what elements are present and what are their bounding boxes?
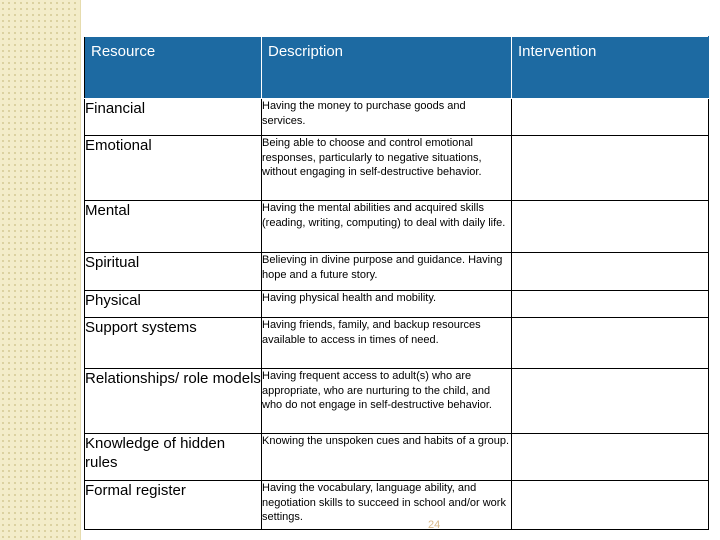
- table-header-row: [85, 37, 709, 99]
- table-row: [85, 253, 709, 291]
- resource-cell: Financial: [85, 99, 262, 136]
- page-number: 24: [428, 519, 441, 531]
- description-cell: Being able to choose and control emotional responses, particularly to negative situations, without engaging in self-destructive behavior.: [262, 136, 512, 201]
- intervention-cell[interactable]: [512, 318, 709, 369]
- description-cell: Knowing the unspoken cues and habits of a group.: [262, 434, 512, 481]
- resource-cell: Support systems: [85, 318, 262, 369]
- table-row: [85, 99, 709, 136]
- intervention-cell[interactable]: [512, 434, 709, 481]
- header-description: Description: [262, 37, 512, 99]
- description-cell: Having the mental abilities and acquired skills (reading, writing, computing) to deal with daily life.: [262, 201, 512, 253]
- description-cell: Having physical health and mobility.: [262, 291, 512, 318]
- intervention-cell[interactable]: [512, 481, 709, 530]
- intervention-cell[interactable]: [512, 253, 709, 291]
- intervention-cell[interactable]: [512, 201, 709, 253]
- resource-cell: Mental: [85, 201, 262, 253]
- table-row: [85, 369, 709, 434]
- description-cell: Having the money to purchase goods and services.: [262, 99, 512, 136]
- description-cell: Having frequent access to adult(s) who are appropriate, who are nurturing to the child, and who do not engage in self-destructive behavior.: [262, 369, 512, 434]
- header-intervention: Intervention: [512, 37, 709, 99]
- description-cell: Having friends, family, and backup resources available to access in times of need.: [262, 318, 512, 369]
- header-resource: Resource: [85, 37, 262, 99]
- table-row: [85, 291, 709, 318]
- intervention-cell[interactable]: [512, 136, 709, 201]
- resources-table: [84, 36, 709, 530]
- intervention-cell[interactable]: [512, 291, 709, 318]
- intervention-cell[interactable]: [512, 369, 709, 434]
- table-row: [85, 481, 709, 530]
- resource-cell: Relationships/ role models: [85, 369, 262, 434]
- resource-cell: Formal register: [85, 481, 262, 530]
- table-row: [85, 318, 709, 369]
- table-row: [85, 201, 709, 253]
- resource-cell: Emotional: [85, 136, 262, 201]
- resource-cell: Physical: [85, 291, 262, 318]
- decorative-left-strip: [0, 0, 81, 540]
- resource-cell: Spiritual: [85, 253, 262, 291]
- description-cell: Having the vocabulary, language ability, and negotiation skills to succeed in school and/or work settings.: [262, 481, 512, 530]
- resource-cell: Knowledge of hidden rules: [85, 434, 262, 481]
- description-cell: Believing in divine purpose and guidance. Having hope and a future story.: [262, 253, 512, 291]
- table-row: [85, 136, 709, 201]
- table-row: [85, 434, 709, 481]
- intervention-cell[interactable]: [512, 99, 709, 136]
